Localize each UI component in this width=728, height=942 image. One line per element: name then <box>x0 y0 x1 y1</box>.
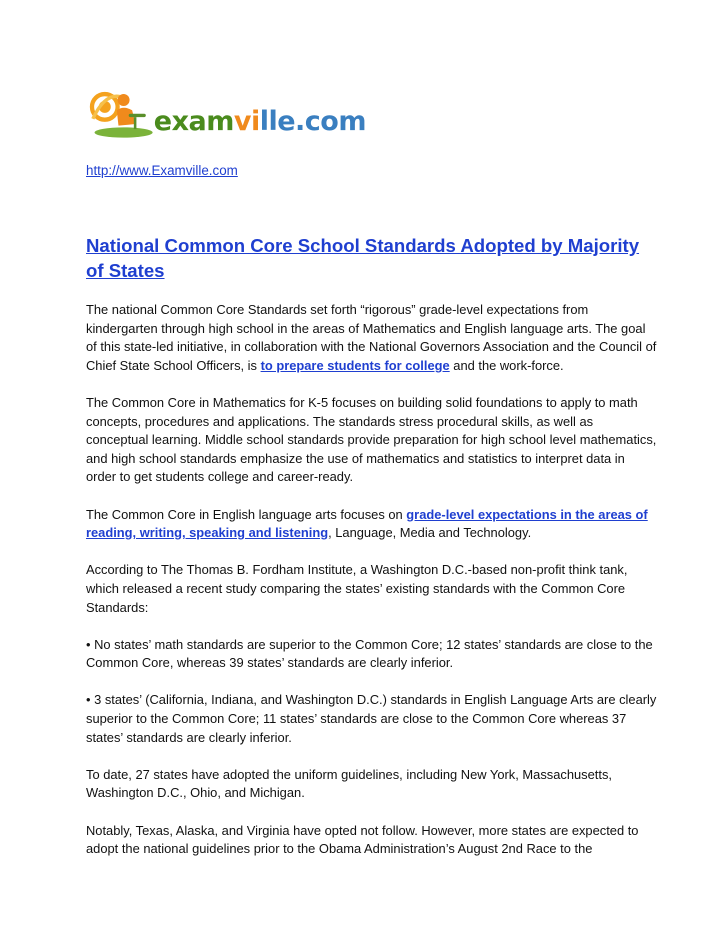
paragraph-8: Notably, Texas, Alaska, and Virginia have opted not follow. However, more states are expected to adopt the national guidelines prior to the Obama Administration’s August 2nd Race to the <box>86 822 639 857</box>
site-url-link[interactable]: http://www.Examville.com <box>86 163 238 178</box>
paragraph-2: The Common Core in Mathematics for K-5 focuses on building solid foundations to apply to math concepts, procedures and applications. The standards stress procedural skills, as well as conceptual learning. Middle school standards provide preparation for high school level mathematics, and high school standards emphasize the use of mathematics and statistics to interpret data in order to get students college and career-ready. <box>86 394 657 485</box>
examville-logo-icon <box>86 80 158 144</box>
paragraph-3-after: , Language, Media and Technology. <box>328 525 532 541</box>
bullet-math: • No states’ math standards are superior to the Common Core; 12 states’ standards are close to the Common Core, whereas 39 states’ standards are clearly inferior. <box>86 636 653 671</box>
paragraph-1 <box>86 301 658 375</box>
paragraph-3-text: The Common Core in English language arts focuses on <box>86 506 407 522</box>
logo-wordmark-part2: vi <box>233 105 260 137</box>
logo-wordmark <box>154 106 366 137</box>
logo-wordmark-part1: exam <box>153 105 234 137</box>
grade-level-expectations-link[interactable]: grade-level expectations in the areas of reading, writing, speaking and listening <box>86 506 648 541</box>
paragraph-4: According to The Thomas B. Fordham Institute, a Washington D.C.-based non-profit think tank, which released a recent study comparing the states’ existing standards with the Common Core Standards: <box>86 562 628 615</box>
logo-wordmark-part3: lle.com <box>259 105 366 137</box>
paragraph-7: To date, 27 states have adopted the uniform guidelines, including New York, Massachusetts, Washington D.C., Ohio, and Michigan. <box>86 766 612 801</box>
article-body <box>86 301 658 877</box>
paragraph-1-text: The national Common Core Standards set forth “rigorous” grade-level expectations from kindergarten through high school in the areas of Mathematics and English language arts. The goal of this state-led initiative, in collaboration with the National Governors Association and the Council of Chief State School Officers, is <box>86 302 657 373</box>
paragraph-1-after: and the work-force. <box>449 357 564 373</box>
bullet-english: • 3 states’ (California, Indiana, and Washington D.C.) standards in English Language Arts are clearly superior to the Common Core; 11 states’ standards are close to the Common Core whereas 37 states’ standards are clearly inferior. <box>86 692 657 745</box>
prepare-students-link[interactable]: to prepare students for college <box>260 357 450 373</box>
article-title[interactable]: National Common Core School Standards Adopted by Majority of States <box>86 235 640 281</box>
paragraph-3 <box>86 506 658 543</box>
examville-logo <box>86 80 366 144</box>
